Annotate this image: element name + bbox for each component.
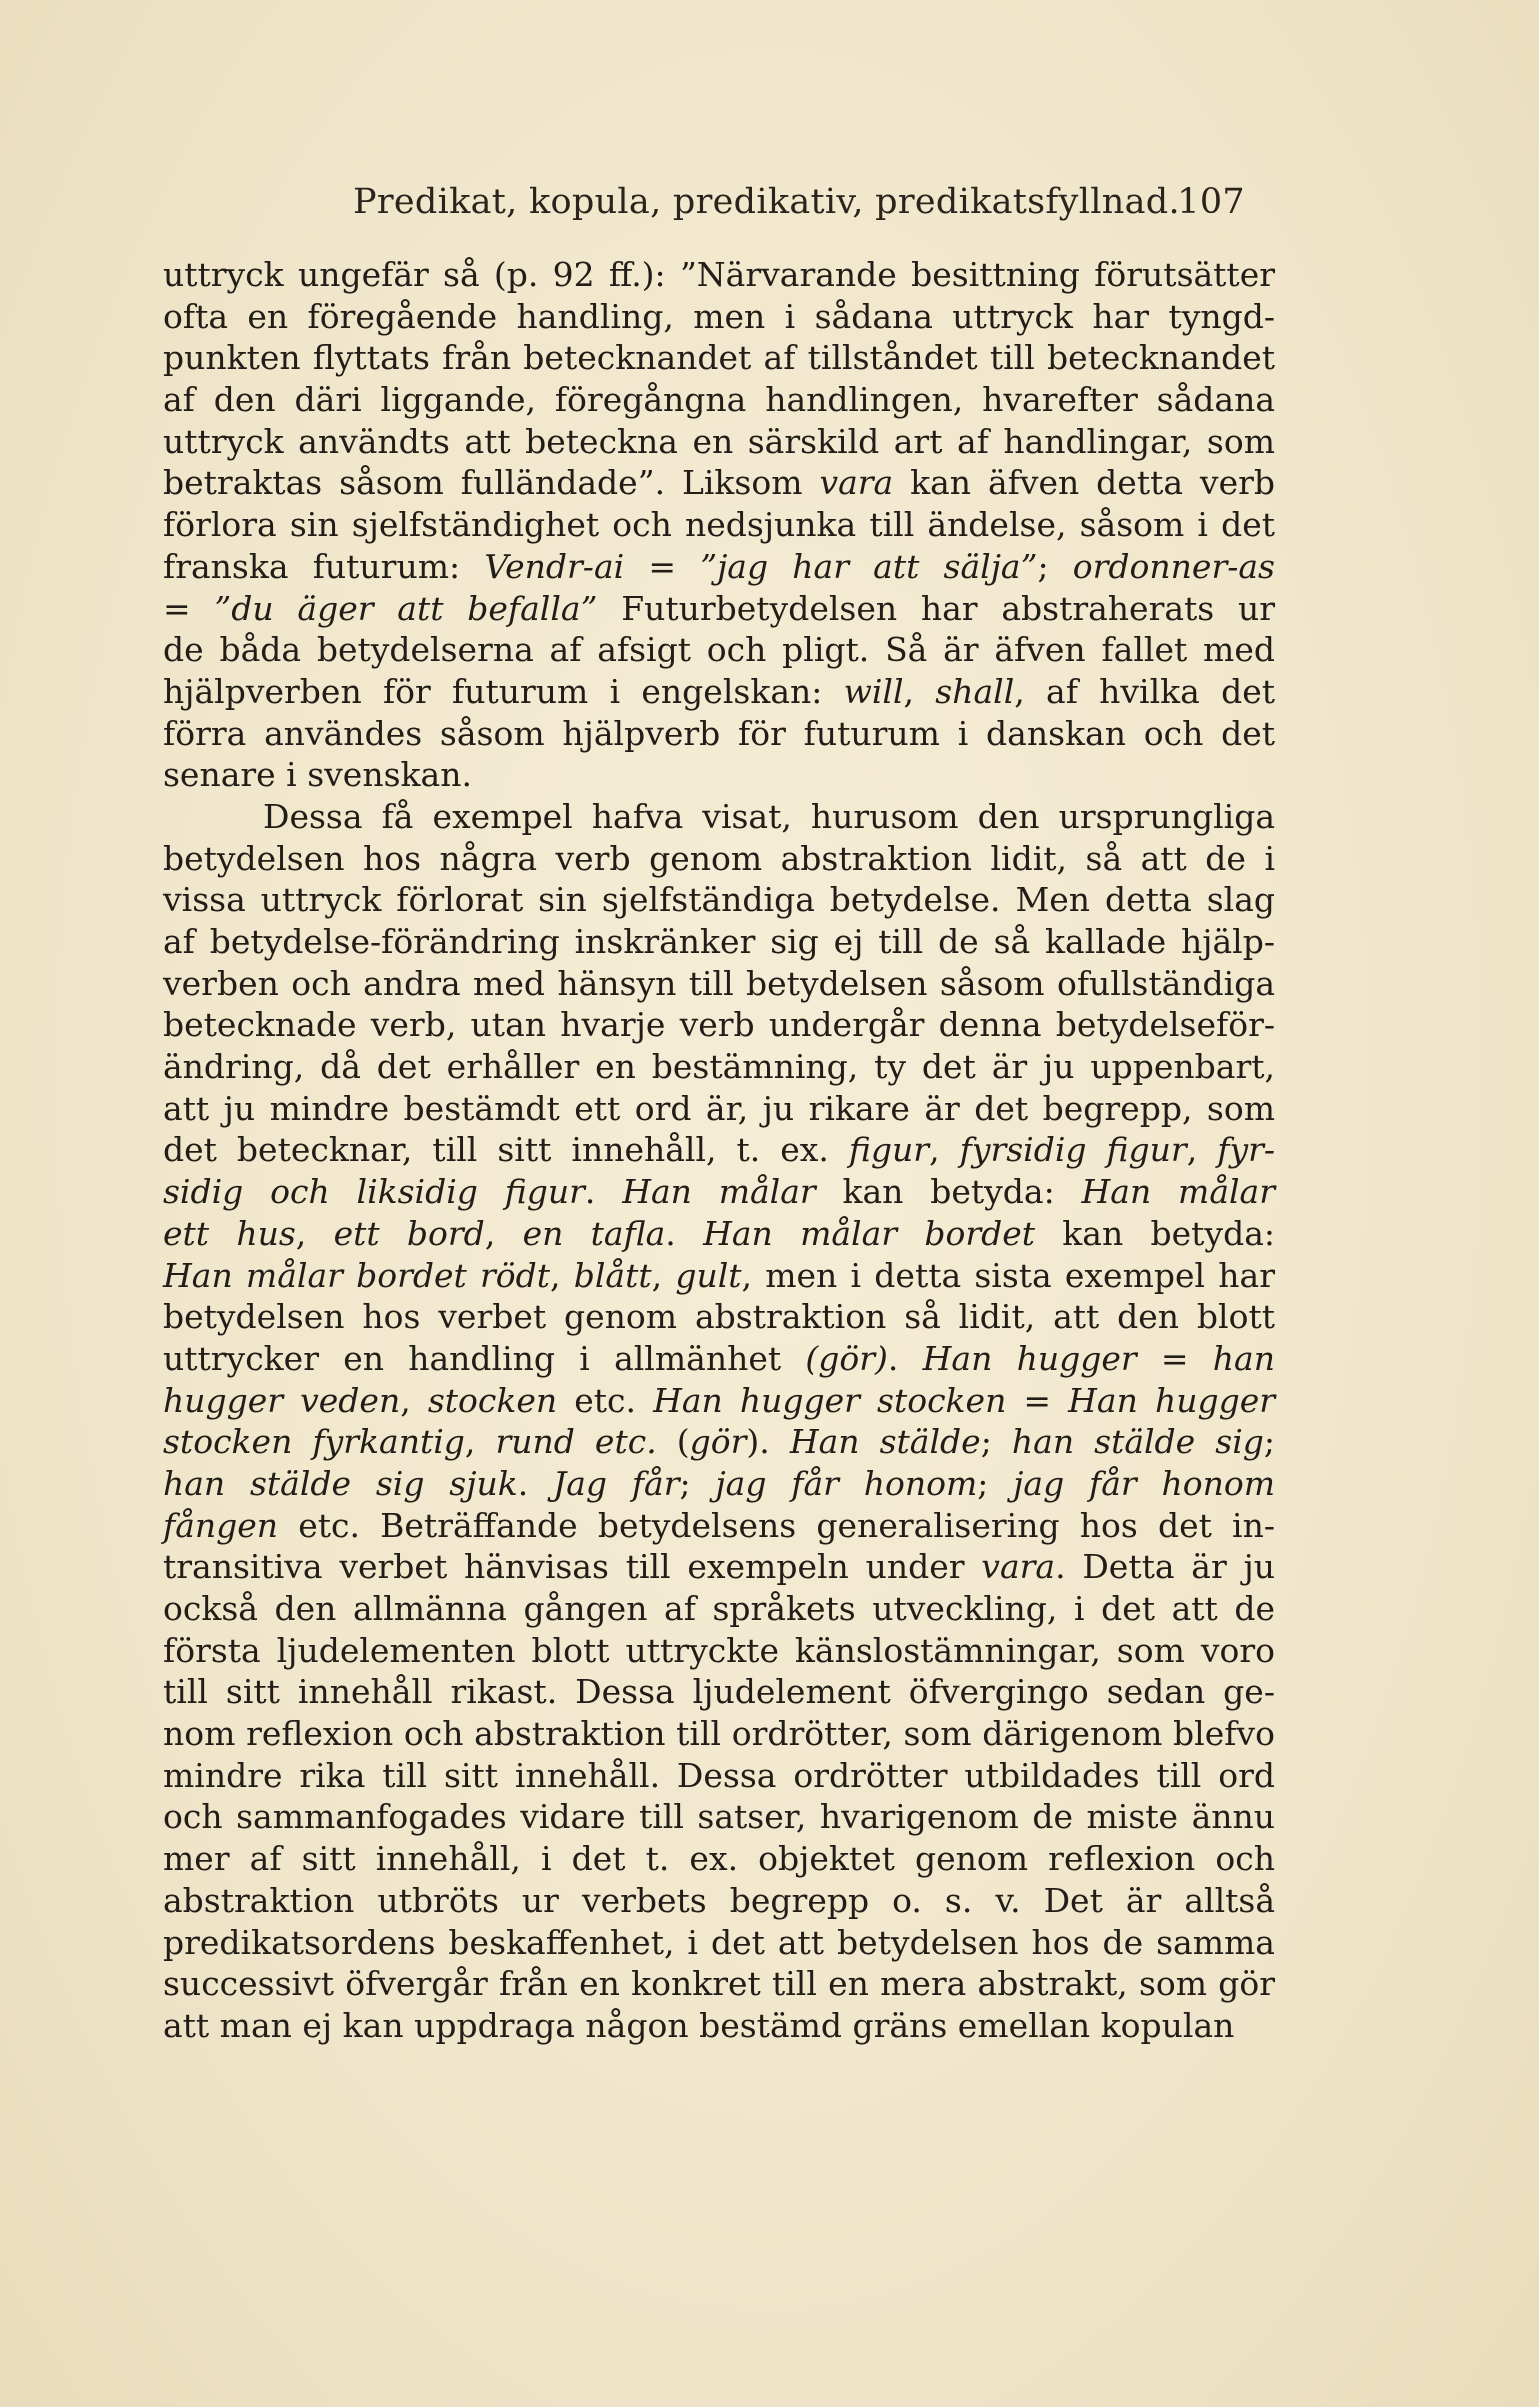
text-line (163, 254, 1275, 296)
text-line (163, 296, 1275, 338)
text-line (163, 1880, 1275, 1922)
italic-segment: han (1212, 1338, 1275, 1378)
text-line (163, 1588, 1275, 1630)
italic-segment: gör (689, 1422, 747, 1462)
text-line (163, 1713, 1275, 1755)
body-text (163, 254, 1275, 2047)
text-segment: ; (1263, 1422, 1276, 1462)
text-line (163, 1129, 1275, 1171)
text-segment: . (887, 1338, 923, 1378)
text-segment: franska futurum: (163, 546, 485, 586)
italic-segment: han stälde sig (1011, 1422, 1264, 1462)
text-line (163, 1171, 1275, 1213)
text-segment: ). (746, 1422, 790, 1462)
text-line (163, 504, 1275, 546)
text-segment: uttryck ungefär så (p. 92 ff.): ”Närvarande besittning förutsätter (163, 255, 1275, 294)
text-line (163, 1380, 1275, 1422)
text-segment: de båda betydelserna af afsigt och pligt. Så är äfven fallet med (163, 630, 1275, 670)
italic-segment: ett hus (163, 1213, 296, 1253)
text-line (163, 1922, 1275, 1964)
text-segment: . Detta är ju (1055, 1547, 1276, 1587)
text-line (163, 713, 1275, 755)
text-segment: . (584, 1172, 623, 1212)
text-line (163, 754, 1275, 796)
text-segment: , (464, 1422, 496, 1462)
text-line (163, 1004, 1275, 1046)
italic-segment: Han hugger (1068, 1380, 1276, 1420)
italic-segment: vara (819, 463, 894, 503)
text-segment: Futurbetydelsen har abstraherats ur (597, 588, 1275, 628)
text-line (163, 1838, 1275, 1880)
text-segment: ; (980, 1422, 1012, 1462)
text-segment: ; (679, 1463, 716, 1503)
text-segment: predikatsordens beskaffenhet, i det att betydelsen hos de samma (163, 1922, 1275, 1962)
text-segment: , (484, 1213, 523, 1253)
text-segment: = (1006, 1380, 1069, 1420)
text-line (163, 879, 1275, 921)
italic-segment: Han målar (622, 1172, 816, 1212)
text-segment: mer af sitt innehåll, i det t. ex. objektet genom reflexion och (163, 1839, 1275, 1879)
italic-segment: Jag får (553, 1463, 680, 1503)
text-line (163, 1255, 1275, 1297)
italic-segment: rund etc. (495, 1422, 657, 1462)
text-segment: successivt öfvergår från en konkret till en mera abstrakt, som gör (163, 1964, 1275, 2004)
text-line (163, 796, 1275, 838)
text-line (163, 629, 1275, 671)
text-segment: = (163, 588, 215, 628)
italic-segment: sidig och liksidig figur (163, 1172, 585, 1212)
text-segment: betecknade verb, utan hvarje verb undergår denna betydelseför- (163, 1005, 1275, 1045)
text-segment: betydelsen hos verbet genom abstraktion så lidit, att den blott (163, 1297, 1275, 1337)
italic-segment: hugger veden (163, 1380, 401, 1420)
italic-segment: en tafla (522, 1213, 666, 1253)
text-segment: , (1186, 1130, 1218, 1170)
text-segment: betraktas såsom fulländade”. Liksom (163, 463, 820, 503)
text-segment: ; (977, 1463, 1014, 1503)
text-line (163, 1046, 1275, 1088)
text-segment: det betecknar, till sitt innehåll, t. ex. (163, 1130, 849, 1170)
text-segment: första ljudelementen blott uttryckte känslostämningar, som voro (163, 1630, 1275, 1670)
italic-segment: Han stälde (789, 1422, 981, 1462)
italic-segment: jag får honom (715, 1463, 978, 1503)
italic-segment: jag får honom (1013, 1463, 1275, 1503)
italic-segment: ordonner-as (1072, 546, 1275, 586)
text-line (163, 1796, 1275, 1838)
text-segment: = (1136, 1338, 1213, 1378)
text-line (163, 379, 1275, 421)
text-segment: och sammanfogades vidare till satser, hvarigenom de miste ännu (163, 1797, 1275, 1837)
text-line (163, 1671, 1275, 1713)
text-line (163, 1546, 1275, 1588)
text-segment: senare i svenskan. (163, 755, 472, 795)
italic-segment: Han målar bordet rödt (163, 1255, 551, 1295)
text-segment: mindre rika till sitt innehåll. Dessa ordrötter utbildades till ord (163, 1755, 1275, 1795)
text-segment: af den däri liggande, föregångna handlingen, hvarefter sådana (163, 380, 1275, 420)
text-segment: etc. (557, 1380, 654, 1420)
italic-segment: Han hugger (922, 1338, 1137, 1378)
text-segment: förra användes såsom hjälpverb för futurum i danskan och det (163, 713, 1275, 753)
text-segment: , (903, 671, 936, 711)
text-line (163, 1421, 1275, 1463)
text-line (163, 2005, 1275, 2047)
text-segment: , (651, 1255, 676, 1295)
text-line (163, 1505, 1275, 1547)
text-segment: vissa uttryck förlorat sin sjelfständiga betydelse. Men detta slag (163, 880, 1275, 920)
text-segment: förlora sin sjelfständighet och nedsjunka till ändelse, såsom i det (163, 505, 1275, 545)
text-segment: kan äfven detta verb (893, 463, 1275, 503)
text-line (163, 1213, 1275, 1255)
text-segment: nom reflexion och abstraktion till ordrötter, som därigenom blefvo (163, 1714, 1275, 1754)
text-segment: . (665, 1213, 704, 1253)
text-segment: uttryck användts att beteckna en särskild art af handlingar, som (163, 421, 1275, 461)
text-line (163, 462, 1275, 504)
text-segment: hjälpverben för futurum i engelskan: (163, 671, 844, 711)
text-segment: af betydelse-förändring inskränker sig ej till de så kallade hjälp- (163, 922, 1275, 961)
italic-segment: ”jag har att sälja” (700, 546, 1038, 586)
text-line (163, 1963, 1275, 2005)
italic-segment: fyrsidig figur (959, 1130, 1187, 1170)
text-segment: kan betyda: (815, 1172, 1082, 1212)
text-segment: ofta en föregående handling, men i sådana uttryck har tyngd- (163, 296, 1275, 336)
text-segment: uttrycker en handling i allmänhet (163, 1338, 806, 1378)
italic-segment: ett bord (333, 1213, 485, 1253)
text-segment: ; (1037, 546, 1073, 586)
italic-segment: Han hugger stocken (653, 1380, 1007, 1420)
running-head-title: Predikat, kopula, predikativ, predikatsfyllnad. (353, 182, 1180, 222)
text-segment: ändring, då det erhåller en bestämning, ty det är ju uppenbart, (163, 1047, 1275, 1087)
italic-segment: Han målar (1081, 1172, 1275, 1212)
text-segment: också den allmänna gången af språkets utveckling, i det att de (163, 1589, 1275, 1628)
text-line (163, 963, 1275, 1005)
text-segment: , af hvilka det (1014, 671, 1275, 711)
text-segment: . (517, 1463, 553, 1503)
page-number: 107 (1177, 182, 1245, 222)
italic-segment: figur (848, 1130, 930, 1170)
text-line (163, 1630, 1275, 1672)
text-segment: kan betyda: (1035, 1213, 1275, 1253)
text-line (163, 1755, 1275, 1797)
text-segment: , (929, 1130, 960, 1170)
italic-segment: Han målar bordet (703, 1213, 1036, 1253)
italic-segment: Vendr-ai (484, 546, 625, 586)
text-line (163, 921, 1275, 963)
text-segment: , (295, 1213, 334, 1253)
text-segment: att man ej kan uppdraga någon bestämd gräns emellan kopulan (163, 2005, 1235, 2045)
text-line (163, 546, 1275, 588)
text-segment: till sitt innehåll rikast. Dessa ljudelement öfvergingo sedan ge- (163, 1672, 1275, 1712)
text-line (163, 1088, 1275, 1130)
italic-segment: gult (675, 1255, 742, 1295)
italic-segment: will (843, 671, 904, 711)
text-line (163, 337, 1275, 379)
italic-segment: shall (935, 671, 1015, 711)
text-segment: abstraktion utbröts ur verbets begrepp o. s. v. Det är alltså (163, 1880, 1275, 1920)
italic-segment: fången (163, 1505, 279, 1545)
text-segment: verben och andra med hänsyn till betydelsen såsom ofullständiga (163, 963, 1275, 1003)
text-segment: betydelsen hos några verb genom abstraktion lidit, så att de i (163, 838, 1275, 878)
text-line (163, 421, 1275, 463)
text-segment: = (624, 546, 701, 586)
text-line (163, 1338, 1275, 1380)
italic-segment: blått (573, 1255, 652, 1295)
text-line (163, 838, 1275, 880)
text-line (163, 588, 1275, 630)
running-head (165, 182, 1260, 242)
italic-segment: vara (981, 1547, 1056, 1587)
text-segment: etc. Beträffande betydelsens generalisering hos det in- (278, 1505, 1275, 1545)
italic-segment: stocken fyrkantig (163, 1422, 465, 1462)
text-segment: transitiva verbet hänvisas till exempeln under (163, 1547, 982, 1587)
text-line (163, 1463, 1275, 1505)
text-segment: , (400, 1380, 428, 1420)
italic-segment: stocken (427, 1380, 558, 1420)
text-segment: , (550, 1255, 574, 1295)
text-line (163, 671, 1275, 713)
italic-segment: han stälde sig sjuk (163, 1463, 518, 1503)
text-segment: , men i detta sista exempel har (741, 1255, 1276, 1295)
italic-segment: ”du äger att befalla” (214, 588, 598, 628)
text-line (163, 1296, 1275, 1338)
text-segment: att ju mindre bestämdt ett ord är, ju rikare är det begrepp, som (163, 1088, 1275, 1128)
italic-segment: fyr- (1217, 1130, 1276, 1170)
italic-segment: (gör) (805, 1338, 888, 1378)
text-segment: punkten flyttats från betecknandet af tillståndet till betecknandet (163, 338, 1275, 378)
text-segment: Dessa få exempel hafva visat, hurusom den ursprungliga (263, 796, 1275, 836)
text-segment: ( (656, 1422, 690, 1462)
